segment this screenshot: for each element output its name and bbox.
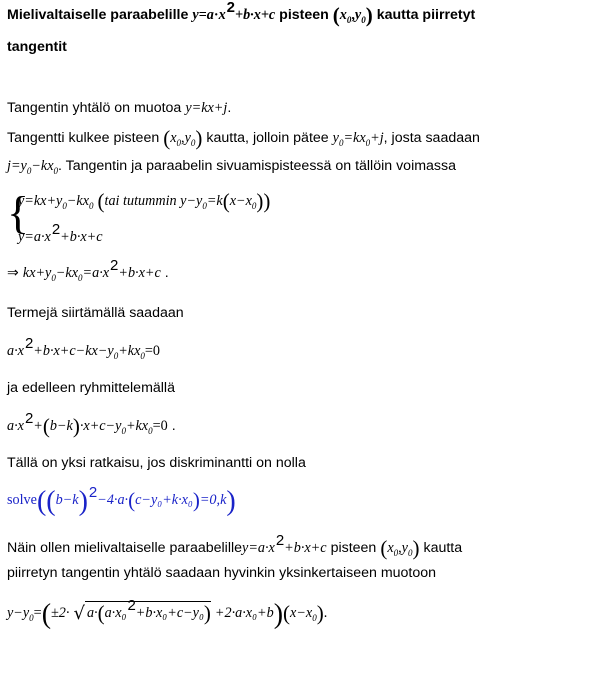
paragraph-discriminant: Tällä on yksi ratkaisu, jos diskriminantti on nolla bbox=[7, 455, 306, 471]
system-r2-b: +b·x+c bbox=[60, 229, 103, 245]
implies-sub2: 0 bbox=[78, 273, 83, 283]
eq2-a: a·x bbox=[7, 418, 24, 434]
p7-point-comma: , bbox=[398, 540, 402, 556]
system-r1-sub1: 0 bbox=[62, 201, 67, 211]
final-rad-a: a· bbox=[86, 605, 98, 621]
implies-line bbox=[7, 257, 169, 285]
p2-point-sub2: 0 bbox=[190, 138, 196, 148]
solve-mid: −4·a· bbox=[97, 492, 129, 508]
final-after: +2·a·x₀+b bbox=[214, 605, 274, 621]
system-r1-a: y=kx+y bbox=[18, 193, 63, 209]
p2-eq-b-sub: 0 bbox=[365, 138, 371, 148]
implies-sub1: 0 bbox=[51, 273, 56, 283]
eq2-e: =0 bbox=[152, 418, 168, 434]
p7-point-x: x bbox=[387, 540, 394, 556]
p2-eq-c: +j bbox=[370, 130, 384, 146]
title-eq-rest: +b·x+c bbox=[235, 7, 276, 23]
system-r1-note: tai tutummin y−y bbox=[104, 193, 203, 209]
p2-text-2: kautta, jolloin pätee bbox=[206, 130, 329, 146]
p3-eq-a: j=y bbox=[7, 158, 27, 174]
paragraph-grouping: ja edelleen ryhmittelemällä bbox=[7, 380, 175, 396]
eq1-d: =0 bbox=[144, 343, 160, 359]
equation-grouped: $a\cdot x2+(b-k)\cdot x+c-y_0+kx_0=0$ . bbox=[7, 410, 176, 438]
system-row-1: $y=kx+y_0-kx_0$ (tai tutummin $y-y_0=k(x-x_0)$) bbox=[18, 189, 271, 213]
final-sub1: 0 bbox=[29, 613, 34, 623]
system-brace: { bbox=[7, 187, 30, 238]
eq2-d: +kx bbox=[125, 418, 149, 434]
implies-exponent: 2 bbox=[110, 257, 119, 274]
p3-eq-b: −kx bbox=[31, 158, 54, 174]
paragraph-through-point: Tangentti kulkee pisteen $(x_0,y_0)$ kautta, jolloin pätee $y_0=kx_0+j$, josta saadaan bbox=[7, 126, 480, 150]
p7-text-3: kautta bbox=[423, 540, 463, 556]
p3-sub1: 0 bbox=[26, 166, 32, 176]
system-r2-exponent: 2 bbox=[51, 221, 61, 238]
solve-paren: c−y₀+k·x₀ bbox=[135, 492, 193, 508]
p7-point-sub2: 0 bbox=[407, 548, 413, 558]
paragraph-tangent-form bbox=[7, 97, 231, 119]
p2-text-3: , josta saadaan bbox=[383, 130, 480, 146]
eq1-exponent: 2 bbox=[24, 335, 34, 352]
p3-sub2: 0 bbox=[53, 166, 58, 176]
final-tail: . bbox=[323, 605, 328, 621]
eq1-c: +kx bbox=[118, 343, 141, 359]
system-r1-x: x−x bbox=[229, 193, 252, 209]
final-sub2: 0 bbox=[312, 613, 317, 623]
p2-point-comma: , bbox=[181, 130, 185, 146]
eq1-sub1: 0 bbox=[113, 351, 119, 361]
p3-text: . Tangentin ja paraabelin sivuamispisteessä on tällöin voimassa bbox=[58, 158, 457, 174]
final-equation: $y-y_0=(\pm 2\cdot$ √ $a\cdot(a\cdot x_02+b\cdot x_0+c-y_0) +2\cdot a\cdot x_0+b)(x-x_0)$. bbox=[7, 597, 328, 630]
implies-d: +b·x+c bbox=[118, 265, 161, 281]
square-root-sign: √ bbox=[73, 603, 85, 624]
title-point-comma: , bbox=[351, 7, 355, 23]
p7-eq-a: y=a·x bbox=[242, 540, 275, 556]
paragraph-solve-j bbox=[7, 155, 456, 178]
equation-moved-terms bbox=[7, 335, 160, 363]
eq2-sub2: 0 bbox=[148, 426, 153, 436]
paragraph-move-terms: Termejä siirtämällä saadaan bbox=[7, 305, 184, 321]
p1-tail: . bbox=[227, 100, 232, 116]
system-r1-sub3: 0 bbox=[202, 201, 207, 211]
p2-point-sub1: 0 bbox=[176, 138, 182, 148]
system-r1-sub4: 0 bbox=[251, 201, 257, 211]
solve-inner: b−k bbox=[55, 492, 79, 508]
eq2-tail: . bbox=[171, 418, 176, 434]
eq1-b: +b·x+c−kx−y bbox=[33, 343, 114, 359]
implies-arrow: ⇒ bbox=[7, 265, 19, 281]
p7-text-2: pisteen bbox=[330, 540, 377, 556]
p2-point-x: x bbox=[170, 130, 177, 146]
implies-a: kx+y bbox=[22, 265, 52, 281]
p7-text-1: Näin ollen mielivaltaiselle paraabelille bbox=[7, 540, 243, 556]
title-text-3: kautta piirretyt bbox=[376, 7, 476, 23]
final-a: y−y bbox=[7, 605, 30, 621]
final-rad-inner-b: +b·x₀+c−y₀ bbox=[135, 605, 204, 621]
eq2-sub1: 0 bbox=[121, 426, 126, 436]
title-point-sub1: 0 bbox=[346, 15, 352, 25]
final-rad-exponent: 2 bbox=[127, 597, 136, 614]
p1-equation: y=kx+j bbox=[185, 100, 228, 116]
p2-eq-a-sub: 0 bbox=[338, 138, 344, 148]
final-pm: ±2· bbox=[51, 605, 70, 621]
solve-keyword: solve bbox=[7, 492, 37, 508]
p2-eq-a: y bbox=[332, 130, 339, 146]
eq2-exponent: 2 bbox=[24, 410, 34, 427]
final-xpar: x−x bbox=[290, 605, 313, 621]
system-r1-sub2: 0 bbox=[89, 201, 94, 211]
implies-c: =a·x bbox=[82, 265, 110, 281]
eq1-sub2: 0 bbox=[140, 351, 145, 361]
p2-point-y: y bbox=[184, 130, 191, 146]
solve-tail: =0,k bbox=[199, 492, 227, 508]
system-r2-a: y=a·x bbox=[18, 229, 51, 245]
eq1-a: a·x bbox=[7, 343, 24, 359]
p7-eq-b: +b·x+c bbox=[284, 540, 327, 556]
title-text-2: pisteen bbox=[279, 7, 329, 23]
paragraph-simple-form: piirretyn tangentin yhtälö saadaan hyvinkin yksinkertaiseen muotoon bbox=[7, 565, 437, 581]
implies-b: −kx bbox=[55, 265, 79, 281]
title-eq-y: y=a bbox=[192, 7, 214, 23]
title-eq-exponent: 2 bbox=[226, 0, 235, 16]
p2-eq-b: =kx bbox=[343, 130, 366, 146]
eq2-c: ·x+c−y bbox=[79, 418, 122, 434]
eq2-inner: b−k bbox=[49, 418, 73, 434]
p1-text: Tangentin yhtälö on muotoa bbox=[7, 100, 182, 116]
system-row-2 bbox=[18, 221, 103, 248]
p2-text-1: Tangentti kulkee pisteen bbox=[7, 130, 160, 146]
title-text-1: Mielivaltaiselle paraabelille bbox=[7, 7, 189, 23]
title-line-1: Mielivaltaiselle paraabelille y=a·x2+b·x+c pisteen $(x_0,y_0)$ kautta piirretyt bbox=[7, 0, 476, 27]
final-rad-inner-a: a·x₀ bbox=[104, 605, 127, 621]
title-line-2: tangentit bbox=[7, 39, 67, 55]
title-point-y: y bbox=[354, 7, 362, 23]
p7-exponent: 2 bbox=[275, 532, 285, 549]
p7-point-sub1: 0 bbox=[393, 548, 399, 558]
implies-tail: . bbox=[164, 265, 169, 281]
final-b: = bbox=[33, 605, 42, 621]
solve-exponent: 2 bbox=[88, 484, 98, 501]
title-point-sub2: 0 bbox=[361, 15, 366, 25]
title-eq-x: x bbox=[218, 7, 226, 23]
eq2-b: + bbox=[33, 418, 43, 434]
paragraph-conclusion: Näin ollen mielivaltaiselle paraabelilley=a·x2+b·x+c pisteen $(x_0,y_0)$ kautta bbox=[7, 532, 463, 560]
title-eq-dot: · bbox=[213, 7, 219, 23]
p7-point-y: y bbox=[401, 540, 408, 556]
square-root-body: a·(a·x₀2+b·x₀+c−y₀) bbox=[86, 597, 211, 625]
system-r1-c: =k bbox=[206, 193, 223, 209]
system-r1-b: −kx bbox=[66, 193, 90, 209]
solve-command[interactable]: solve((b−k)2−4·a·(c−y₀+k·x₀)=0,k) bbox=[7, 484, 236, 517]
title-point-x: x bbox=[339, 7, 347, 23]
